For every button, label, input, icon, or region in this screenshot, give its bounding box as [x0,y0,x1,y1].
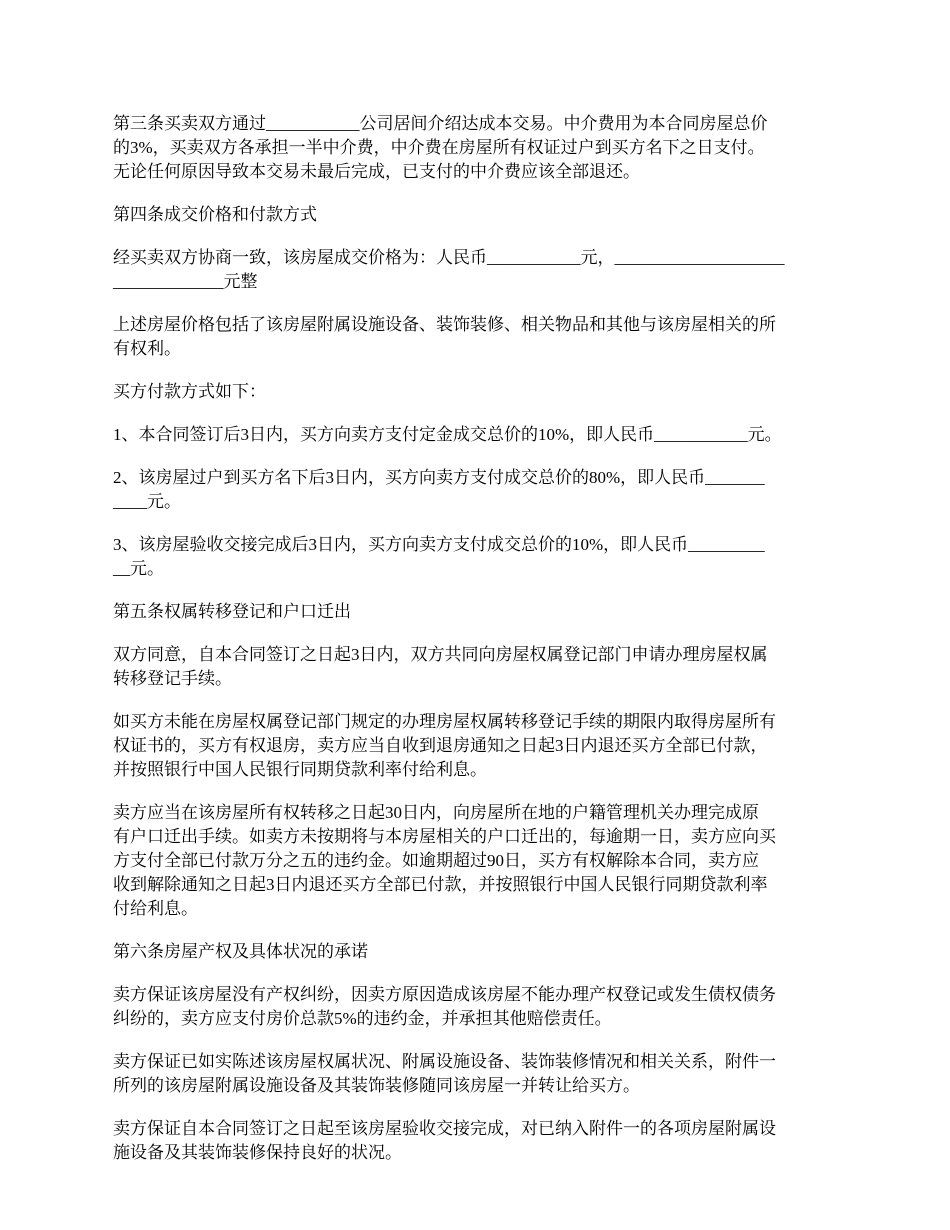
payment-item-2 [113,466,843,514]
text-line: 3、该房屋验收交接完成后3日内，买方向卖方支付成交总价的10%，即人民币_________ [113,535,765,554]
text-line: 卖方保证该房屋没有产权纠纷，因卖方原因造成该房屋不能办理产权登记或发生债权债务 [113,985,776,1004]
text-line: 转移登记手续。 [113,669,232,688]
text-line: __元。 [113,559,164,578]
text-line: 方支付全部已付款万分之五的违约金。如逾期超过90日，买方有权解除本合同，卖方应 [113,851,759,870]
text-line: 收到解除通知之日起3日内退还买方全部已付款，并按照银行中国人民银行同期贷款利率 [113,875,768,894]
price-paragraph [113,246,843,294]
document-page [113,112,843,1184]
text-line: 第五条权属转移登记和户口迁出 [113,602,351,621]
refund-paragraph [113,710,843,782]
text-line: 经买卖双方协商一致，该房屋成交价格为：人民币___________元，____________________ [113,248,785,267]
maintenance-guarantee [113,1117,843,1165]
text-line: 第四条成交价格和付款方式 [113,205,317,224]
text-line: 所列的该房屋附属设施设备及其装饰装修随同该房屋一并转让给买方。 [113,1076,640,1095]
text-line: 有权利。 [113,339,181,358]
price-includes-paragraph [113,313,843,361]
payment-item-1 [113,423,843,447]
text-line: 买方付款方式如下： [113,382,266,401]
registration-paragraph [113,643,843,691]
text-line: 纠纷的，卖方应支付房价总款5%的违约金，并承担其他赔偿责任。 [113,1009,612,1028]
article-6-heading [113,940,843,964]
text-line: 无论任何原因导致本交易未最后完成，已支付的中介费应该全部退还。 [113,162,640,181]
text-line: _____________元整 [113,272,258,291]
payment-method-intro [113,380,843,404]
household-registration-paragraph [113,801,843,921]
text-line: 2、该房屋过户到买方名下后3日内，买方向卖方支付成交总价的80%，即人民币_______ [113,468,765,487]
text-line: 施设备及其装饰装修保持良好的状况。 [113,1143,402,1162]
text-line: 的3%，买卖双方各承担一半中介费，中介费在房屋所有权证过户到买方名下之日支付。 [113,138,765,157]
text-line: 并按照银行中国人民银行同期贷款利率付给利息。 [113,760,487,779]
text-line: 双方同意，自本合同签订之日起3日内，双方共同向房屋权属登记部门申请办理房屋权属 [113,645,768,664]
text-line: 卖方保证已如实陈述该房屋权属状况、附属设施设备、装饰装修情况和相关关系，附件一 [113,1052,776,1071]
text-line: 第六条房屋产权及具体状况的承诺 [113,942,368,961]
text-line: ____元。 [113,492,181,511]
disclosure-guarantee [113,1050,843,1098]
text-line: 卖方保证自本合同签订之日起至该房屋验收交接完成，对已纳入附件一的各项房屋附属设 [113,1119,776,1138]
text-line: 如买方未能在房屋权属登记部门规定的办理房屋权属转移登记手续的期限内取得房屋所有 [113,712,776,731]
payment-item-3 [113,533,843,581]
text-line: 卖方应当在该房屋所有权转移之日起30日内，向房屋所在地的户籍管理机关办理完成原 [113,803,759,822]
text-line: 1、本合同签订后3日内，买方向卖方支付定金成交总价的10%，即人民币___________元。 [113,425,782,444]
text-line: 第三条买卖双方通过___________公司居间介绍达成本交易。中介费用为本合同房屋总价 [113,114,768,133]
article-5-heading [113,600,843,624]
text-line: 付给利息。 [113,899,198,918]
text-line: 权证书的，买方有权退房，卖方应当自收到退房通知之日起3日内退还买方全部已付款， [113,736,768,755]
property-rights-guarantee [113,983,843,1031]
text-line: 上述房屋价格包括了该房屋附属设施设备、装饰装修、相关物品和其他与该房屋相关的所 [113,315,776,334]
article-3-body [113,112,843,184]
text-line: 有户口迁出手续。如卖方未按期将与本房屋相关的户口迁出的，每逾期一日，卖方应向买 [113,827,776,846]
article-4-heading [113,203,843,227]
